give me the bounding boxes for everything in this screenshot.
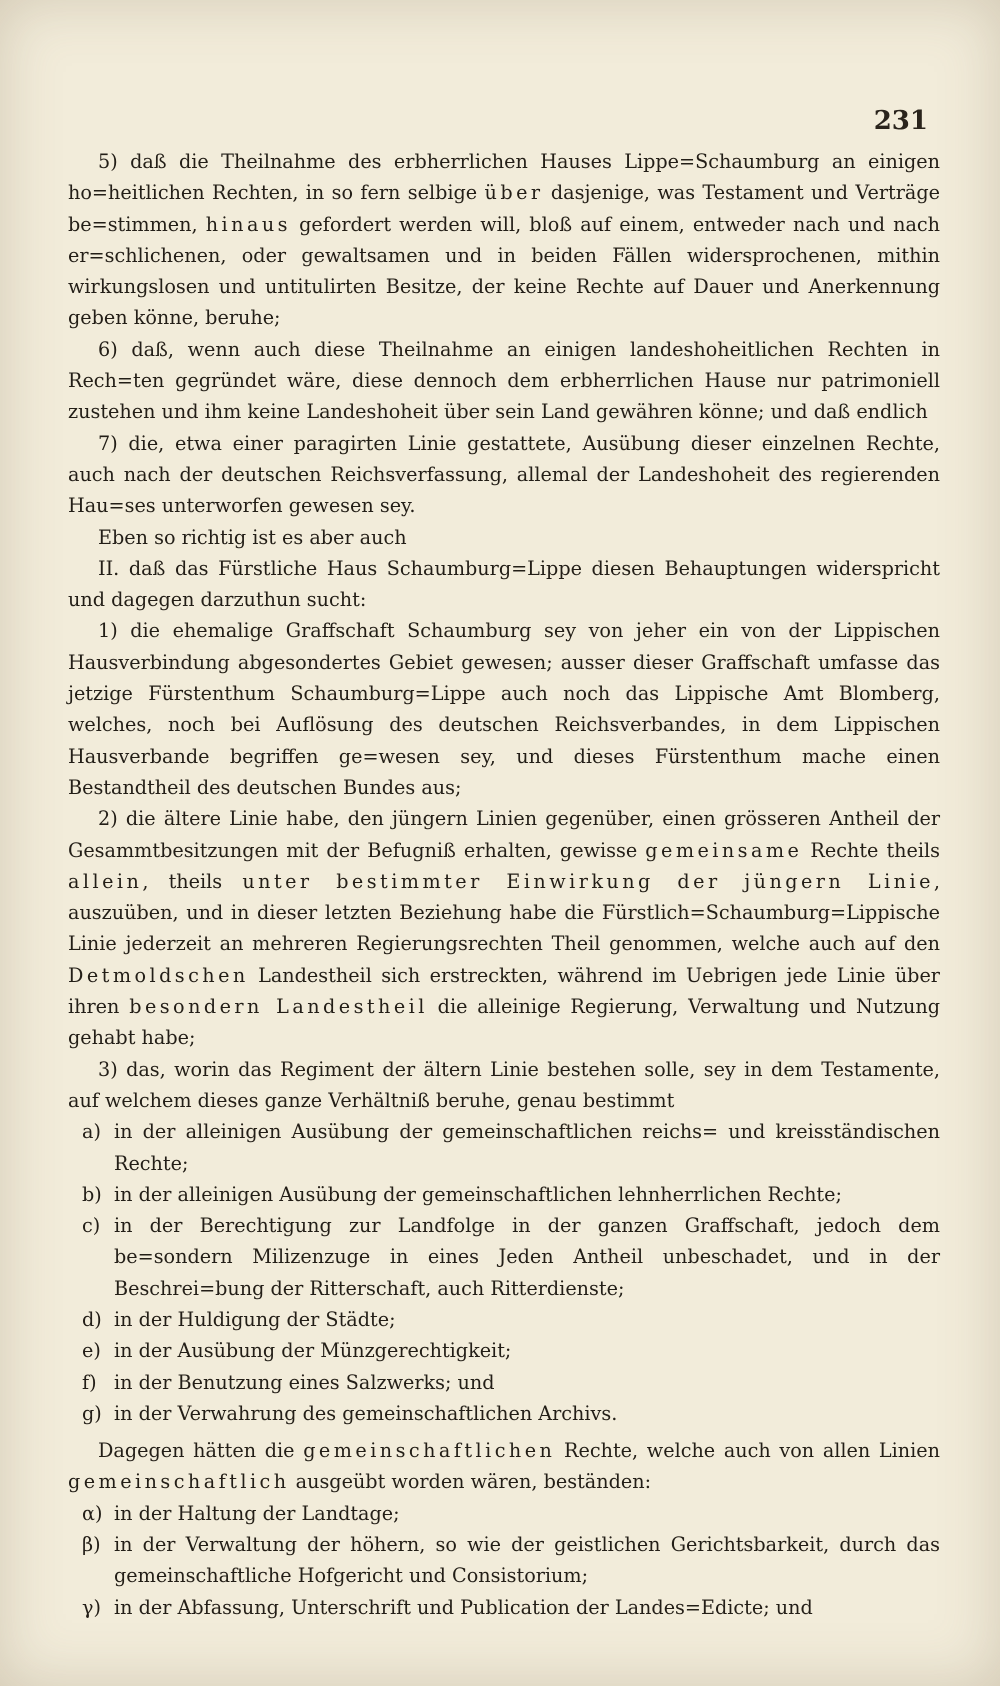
paragraph-5: 5) daß die Theilnahme des erbherrlichen Hauses Lippe=Schaumburg an einigen ho=heitlichen Rechten, in so fern selbige über dasjenige, was Testament und Verträge be=stimmen, hinaus gefordert werden will, bloß auf einem, entweder nach und nach er=schlichenen, oder gewaltsamen und in beiden Fällen widersprochenen, mithin wirkungslosen und untitulirten Besitze, der keine Rechte auf Dauer und Anerkennung geben könne, beruhe; (68, 150, 940, 330)
paragraph-II: II. daß das Fürstliche Haus Schaumburg=Lippe diesen Behauptungen widerspricht und dagegen darzuthun sucht: (68, 556, 940, 612)
greek-item-alpha: α) in der Haltung der Landtage; (82, 1501, 400, 1525)
paragraph-1: 1) die ehemalige Graffschaft Schaumburg sey von jeher ein von der Lippischen Hausverbindung abgesondertes Gebiet gewesen; ausser dieser Graffschaft umfasse das jetzige Fürstenthum Schaumburg=Lippe auch noch das Lippische Amt Blomberg, welches, noch bei Auflösung des deutschen Reichsverbandes, in dem Lippischen Hausverbande begriffen ge=wesen sey, und dieses Fürstenthum mache einen Bestandtheil des deutschen Bundes aus; (68, 619, 940, 799)
paragraph-3: 3) das, worin das Regiment der ältern Linie bestehen solle, sey in dem Testamente, auf welchem dieses ganze Verhältniß beruhe, genau bestimmt (68, 1057, 940, 1112)
page-number: 231 (873, 106, 928, 136)
greek-item-beta: β) in der Verwaltung der höhern, so wie der geistlichen Gerichtsbarkeit, durch das gemeinschaftliche Hofgericht und Consistorium; (82, 1533, 940, 1588)
list-item-e: e) in der Ausübung der Münzgerechtigkeit; (82, 1339, 512, 1363)
emphasis-ueber: über (484, 181, 544, 205)
paragraph-2: 2) die ältere Linie habe, den jüngern Linien gegenüber, einen grösseren Antheil der Gesammtbesitzungen mit der Befugniß erhalten, gewisse gemeinsame Rechte theils allein, theils unter bestimmter Einwirkung der jüngern Linie, auszuüben, und in dieser letzten Beziehung habe die Fürstlich=Schaumburg=Lippische Linie jederzeit an mehreren Regierungsrechten Theil genommen, welche auch auf den Detmoldschen Landestheil sich erstreckten, während im Uebrigen jede Linie über ihren besondern Landestheil die alleinige Regierung, Verwaltung und Nutzung gehabt habe; (68, 807, 941, 1050)
list-item-c: c) in der Berechtigung zur Landfolge in der ganzen Graffschaft, jedoch dem be=sondern Milizenzuge in eines Jeden Antheil unbeschadet, und in der Beschrei=bung der Ritterschaft, auch Ritterdienste; (82, 1214, 940, 1300)
emphasis-hinaus: hinaus (205, 212, 291, 236)
list-item-f: f) in der Benutzung eines Salzwerks; und (82, 1370, 495, 1394)
paragraph-eben: Eben so richtig ist es aber auch (98, 525, 407, 549)
paragraph-dagegen: Dagegen hätten die gemeinschaftlichen Rechte, welche auch von allen Linien gemeinschaftlich ausgeübt worden wären, beständen: (68, 1439, 941, 1494)
page-text (68, 146, 940, 1623)
paragraph-6: 6) daß, wenn auch diese Theilnahme an einigen landeshoheitlichen Rechten in Rech=ten gegründet wäre, diese dennoch dem erbherrlichen Hause nur patrimoniell zustehen und ihm keine Landeshoheit über sein Land gewähren könne; und daß endlich (68, 337, 940, 424)
greek-item-gamma: γ) in der Abfassung, Unterschrift und Publication der Landes=Edicte; und (82, 1595, 813, 1619)
list-item-b: b) in der alleinigen Ausübung der gemeinschaftlichen lehnherrlichen Rechte; (82, 1182, 842, 1206)
list-item-d: d) in der Huldigung der Städte; (82, 1307, 396, 1331)
list-item-a: a) in der alleinigen Ausübung der gemeinschaftlichen reichs= und kreisständischen Rechte; (82, 1120, 940, 1175)
list-item-g: g) in der Verwahrung des gemeinschaftlichen Archivs. (82, 1401, 618, 1425)
paragraph-7: 7) die, etwa einer paragirten Linie gestattete, Ausübung dieser einzelnen Rechte, auch nach der deutschen Reichsverfassung, allemal der Landeshoheit des regierenden Hau=ses unterworfen gewesen sey. (68, 431, 940, 518)
